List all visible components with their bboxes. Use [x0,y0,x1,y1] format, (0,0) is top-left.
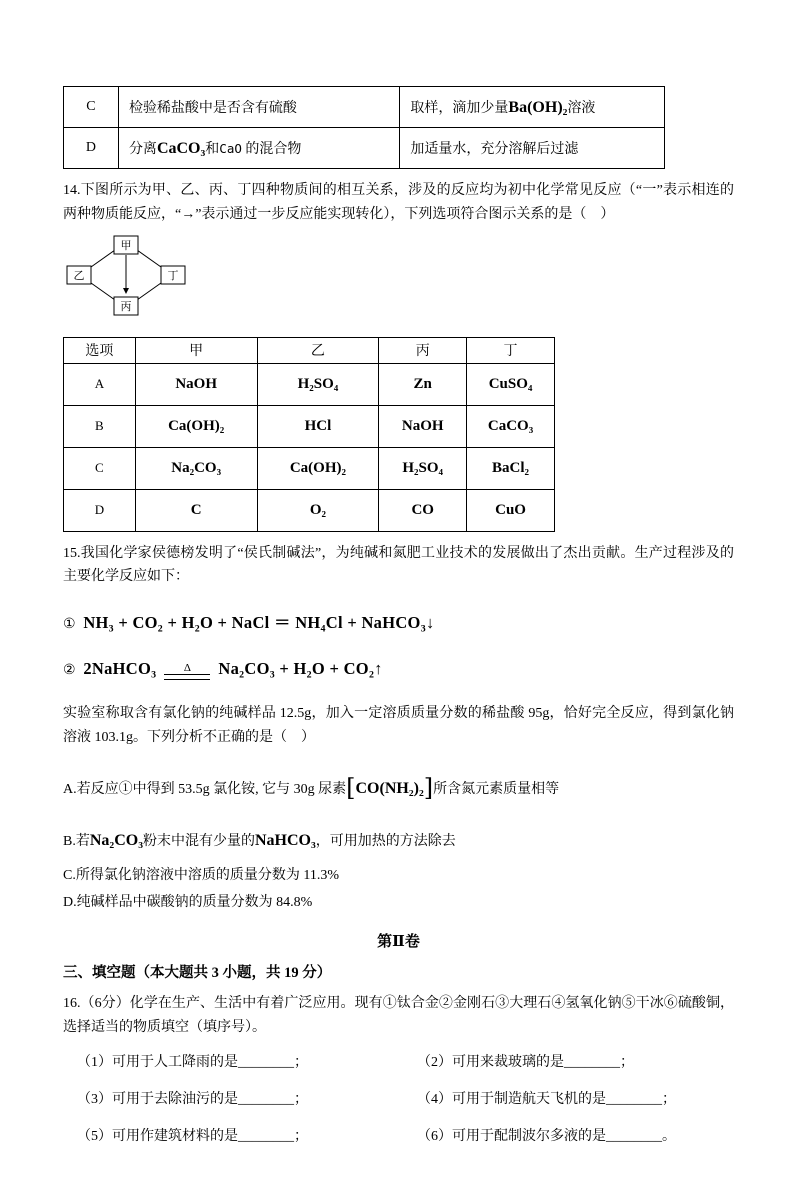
fill-in-item-2: （2）可用来裁玻璃的是________； [417,1054,634,1070]
equation-2 [63,659,734,680]
relationship-diagram-svg [63,231,213,323]
chemical-formula-cell: O₂ [257,489,379,531]
chemical-formula-cell: H₂SO₄ [379,447,467,489]
chemical-formula-cell: NaOH [379,405,467,447]
method-text-pre: 取样，滴加少量 [410,101,509,116]
equation-2-right: Na₂CO₃ + H₂O + CO₂↑ [218,659,383,679]
diagram-edge-ding-bing [137,283,161,300]
option-b-text-mid: 粉末中混有少量的 [143,833,255,849]
relationship-diagram [63,231,734,323]
header-cell: 丁 [467,337,555,363]
chemical-formula-cell: CaCO₃ [467,405,555,447]
left-bracket: [ [346,774,356,803]
table-row-c [64,87,665,128]
chemical-formula-cell: Ca(OH)₂ [135,405,257,447]
question-15-paragraph: 实验室称取含有氯化钠的纯碱样品 12.5g，加入一定溶质质量分数的稀盐酸 95g，恰好完全反应，得到氯化钠溶液 103.1g。下列分析不正确的是（ ） [63,705,734,745]
chemical-formula-cell: CO [379,489,467,531]
row-description [118,87,399,128]
right-bracket: ] [423,774,434,803]
table-row-d [64,128,665,169]
description-text-pre: 分离 [128,142,157,157]
diagram-edge-jia-ding [137,250,161,267]
chemical-formula-cell: Ca(OH)₂ [257,447,379,489]
option-label: D [64,489,136,531]
chemical-formula-cell: Zn [379,363,467,405]
options-table [63,337,555,532]
chemical-formula-cell: BaCl₂ [467,447,555,489]
option-b-text-post: ，可用加热的方法除去 [315,833,456,849]
chemical-formula: Na₂CO₃ [89,831,143,849]
method-table [63,86,665,169]
q15-option-d: D.纯碱样品中碳酸钠的质量分数为 84.8% [63,894,313,910]
header-cell: 乙 [257,337,379,363]
option-label: C [64,447,136,489]
row-label: C [64,87,119,128]
diagram-edge-yi-bing [91,283,115,300]
question-14-text: 14.下图所示为甲、乙、丙、丁四种物质间的相互关系，涉及的反应均为初中化学常见反应（“一”表示相连的两种物质能反应，“→”表示通过一步反应能实现转化），下列选项符合图示关系的是（ ） [63,183,734,222]
chemical-formula-cell: Na₂CO₃ [135,447,257,489]
chemical-formula: CaO [219,141,242,156]
option-a-text-pre: A.若反应①中得到 53.5g 氯化铵, 它与 30g 尿素 [63,782,347,798]
description-text-mid: 和 [205,142,220,157]
options-table-header [64,337,555,363]
description-text: 检验稀盐酸中是否含有硫酸 [128,101,297,116]
equation-2-left: 2NaHCO₃ [83,659,157,679]
diagram-label-top: 甲 [120,239,132,252]
option-label: B [64,405,136,447]
option-label: A [64,363,136,405]
diagram-label-right: 丁 [167,269,179,282]
equation-2-label: ② [63,663,76,679]
options-table-row-c [64,447,555,489]
option-b-text-pre: B.若 [63,833,90,849]
question-15-intro: 15.我国化学家侯德榜发明了“侯氏制碱法”，为纯碱和氮肥工业技术的发展做出了杰出贡献。生产过程涉及的主要化学反应如下： [63,545,734,585]
row-label: D [64,128,119,169]
option-a-text-post: 所含氮元素质量相等 [433,782,560,798]
heated-equals-sign [164,662,210,680]
double-line [164,674,210,680]
header-cell: 丙 [379,337,467,363]
chemical-formula: NaHCO₃ [255,831,316,849]
equation-1-formula: NH₃ + CO₂ + H₂O + NaCl ＝ NH₄Cl + NaHCO₃↓ [83,613,435,633]
chemical-formula: CaCO₃ [156,140,206,157]
fill-in-grid [63,1052,734,1147]
options-table-row-b [64,405,555,447]
fill-in-item-6: （6）可用于配制波尔多液的是________。 [417,1128,676,1144]
equation-1 [63,609,734,633]
header-cell: 甲 [135,337,257,363]
row-description [118,128,399,169]
method-text: 加适量水，充分溶解后过滤 [410,142,579,157]
description-text-post: 的混合物 [245,142,302,157]
diagram-label-left: 乙 [73,269,85,282]
method-text-post: 溶液 [567,101,596,116]
q15-option-b [63,828,734,854]
q15-option-a [63,769,734,807]
chemical-formula: CO(NH₂)₂ [355,780,424,798]
chemical-formula: Ba(OH)₂ [508,99,568,116]
chemical-formula-cell: C [135,489,257,531]
question-16-text: 16.（6分）化学在生产、生活中有着广泛应用。现有①钛合金②金刚石③大理石④氢氧化钠⑤干冰⑥硫酸铜，选择适当的物质填空（填序号）。 [63,996,734,1035]
chemical-formula-cell: HCl [257,405,379,447]
fill-in-item-4: （4）可用于制造航天飞机的是________； [417,1091,676,1107]
section-heading: 三、填空题（本大题共 3 小题，共 19 分） [63,965,332,982]
volume-title: 第Ⅱ卷 [377,934,420,951]
diagram-label-bottom: 丙 [120,300,132,313]
fill-in-item-3: （3）可用于去除油污的是________； [77,1091,308,1107]
row-method [400,128,665,169]
chemical-formula-cell: H₂SO₄ [257,363,379,405]
chemical-formula-cell: NaOH [135,363,257,405]
fill-in-item-1: （1）可用于人工降雨的是________； [77,1054,308,1070]
options-table-row-d [64,489,555,531]
fill-in-item-5: （5）可用作建筑材料的是________； [77,1128,308,1144]
diagram-edge-yi-jia [91,250,115,267]
row-method [400,87,665,128]
delta-condition: Δ [183,661,191,674]
header-cell: 选项 [64,337,136,363]
equation-1-label: ① [63,617,76,633]
options-table-row-a [64,363,555,405]
q15-option-c: C.所得氯化钠溶液中溶质的质量分数为 11.3% [63,868,339,884]
chemical-formula-cell: CuO [467,489,555,531]
chemical-formula-cell: CuSO₄ [467,363,555,405]
